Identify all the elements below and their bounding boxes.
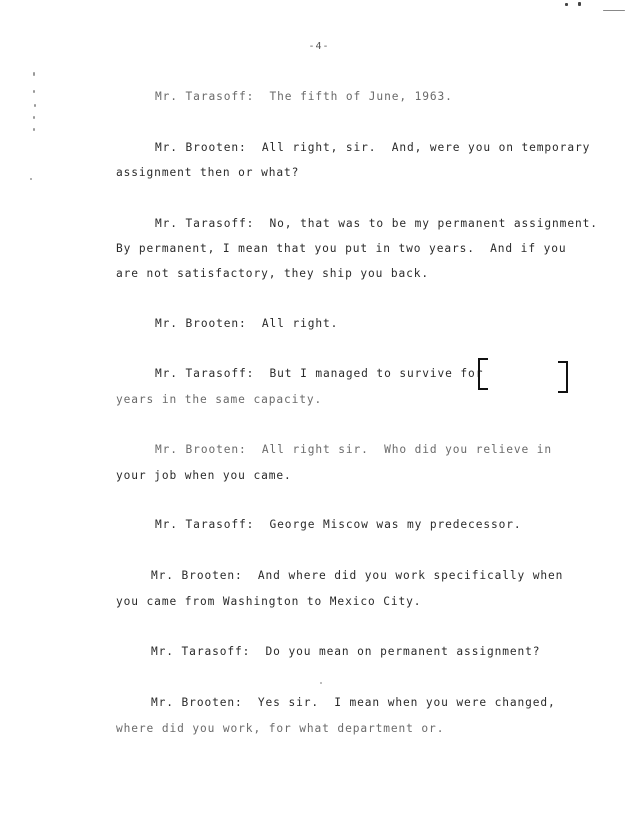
redaction-brackets [478,358,568,390]
scan-artifact [565,3,568,6]
transcript-line: Mr. Brooten: All right. [155,317,339,330]
transcript-line: Mr. Tarasoff: The fifth of June, 1963. [155,90,453,103]
transcript-line: Mr. Tarasoff: No, that was to be my permanent assignment. [155,217,598,230]
transcript-line: assignment then or what? [116,166,300,179]
scan-artifact [33,128,35,131]
transcript-line: you came from Washington to Mexico City. [116,595,422,608]
transcript-line: Mr. Tarasoff: George Miscow was my predecessor. [155,518,522,531]
redaction-left-bracket [478,358,488,390]
page-number: -4- [308,41,330,52]
scan-artifact [578,2,581,6]
scan-artifact [34,104,36,107]
transcript-line: Mr. Brooten: And where did you work specifically when [151,569,564,582]
transcript-line: Mr. Tarasoff: Do you mean on permanent assignment? [151,645,541,658]
transcript-line: By permanent, I mean that you put in two years. And if you [116,242,567,255]
transcript-line: where did you work, for what department or. [116,722,445,735]
scan-artifact [30,178,32,180]
transcript-line: your job when you came. [116,469,292,482]
transcript-line: Mr. Tarasoff: But I managed to survive for [155,367,484,380]
scan-artifact [33,90,35,93]
scan-artifact [603,10,625,11]
transcript-line: Mr. Brooten: All right sir. Who did you relieve in [155,443,553,456]
transcript-line: years in the same capacity. [116,393,323,406]
transcript-line: Mr. Brooten: All right, sir. And, were you on temporary [155,141,591,154]
scan-artifact [320,682,322,684]
scan-artifact [33,116,35,119]
transcript-line: are not satisfactory, they ship you back. [116,267,430,280]
scan-artifact [33,72,35,76]
redaction-right-bracket [558,361,568,393]
transcript-line: Mr. Brooten: Yes sir. I mean when you were changed, [151,696,556,709]
